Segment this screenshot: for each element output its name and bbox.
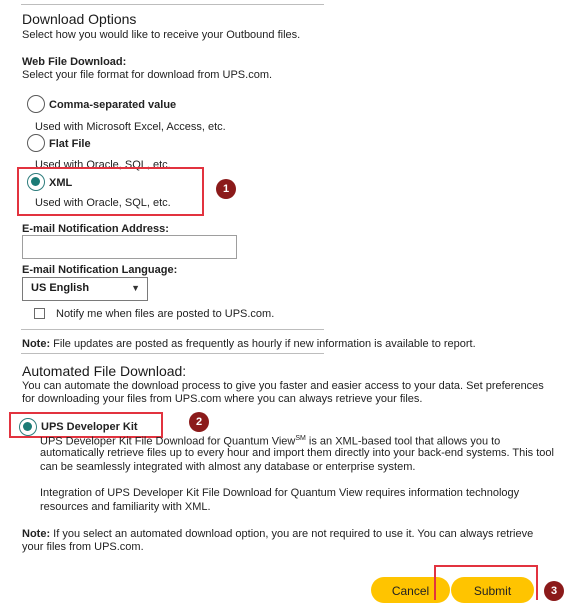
- web-file-download-subtitle: Select your file format for download from UPS.com.: [22, 69, 273, 81]
- divider-2: [21, 353, 324, 354]
- notify-checkbox[interactable]: [34, 308, 45, 319]
- download-options-subtitle: Select how you would like to receive your Outbound files.: [22, 29, 301, 41]
- desc-line1-part-b: is an XML-based tool that allows you to: [305, 435, 501, 448]
- note-automated-line2: your files from UPS.com.: [22, 541, 144, 553]
- integration-desc-line2: resources and familiarity with XML.: [40, 501, 211, 513]
- highlight-box-submit: [434, 565, 538, 600]
- radio-csv[interactable]: [27, 95, 45, 113]
- radio-flat-file[interactable]: [27, 134, 45, 152]
- chevron-down-icon: ▼: [131, 283, 140, 293]
- ups-developer-kit-desc-line3: can be seamlessly integrated with almost any database or enterprise system.: [40, 461, 416, 473]
- note-file-updates-text: File updates are posted as frequently as hourly if new information is available to report.: [50, 338, 476, 350]
- automated-download-title: Automated File Download:: [22, 363, 187, 379]
- step-badge-3: 3: [544, 581, 564, 601]
- note-file-updates-prefix: Note:: [22, 338, 51, 350]
- radio-xml-label: XML: [49, 177, 73, 189]
- email-language-select[interactable]: [22, 277, 148, 301]
- radio-csv-description: Used with Microsoft Excel, Access, etc.: [35, 121, 226, 133]
- highlight-box-xml: [17, 167, 204, 216]
- note-automated-line1: [22, 527, 533, 541]
- radio-flat-file-label: Flat File: [49, 138, 91, 150]
- cancel-button[interactable]: Cancel: [371, 577, 450, 603]
- notify-label: Notify me when files are posted to UPS.com.: [56, 308, 275, 320]
- step-badge-2: 2: [189, 412, 209, 432]
- note-automated-text: If you select an automated download option, you are not required to use it. You can always retrieve: [50, 528, 534, 540]
- email-address-label: E-mail Notification Address:: [22, 223, 169, 235]
- step-badge-1: 1: [216, 179, 236, 199]
- email-language-value: US English: [31, 282, 90, 294]
- desc-line1-part-a: UPS Developer Kit File Download for Quantum View: [40, 435, 296, 448]
- top-divider: [21, 4, 324, 5]
- divider-1: [21, 329, 324, 330]
- radio-ups-developer-kit-label: UPS Developer Kit: [41, 421, 138, 433]
- automated-download-line1: You can automate the download process to give you faster and easier access to your data. Set preferences: [22, 380, 544, 392]
- email-address-input[interactable]: [22, 235, 237, 259]
- note-file-updates: [22, 337, 476, 351]
- automated-download-line2: for downloading your files from UPS.com where you can always retrieve your files.: [22, 393, 423, 405]
- service-mark: SM: [295, 435, 306, 442]
- note-automated-prefix: Note:: [22, 528, 51, 540]
- radio-xml-description: Used with Oracle, SQL, etc.: [35, 197, 171, 209]
- ups-developer-kit-desc-line2: automatically retrieve files up to every hour and import them directly into your back-end systems. This tool: [40, 447, 554, 459]
- email-language-label: E-mail Notification Language:: [22, 264, 178, 276]
- web-file-download-heading: Web File Download:: [22, 56, 127, 68]
- radio-csv-label: Comma-separated value: [49, 99, 177, 111]
- submit-button[interactable]: Submit: [451, 577, 534, 603]
- integration-desc-line1: Integration of UPS Developer Kit File Download for Quantum View requires information technology: [40, 487, 520, 499]
- radio-flat-file-description: Used with Oracle, SQL, etc.: [35, 159, 171, 171]
- download-options-title: Download Options: [22, 11, 137, 27]
